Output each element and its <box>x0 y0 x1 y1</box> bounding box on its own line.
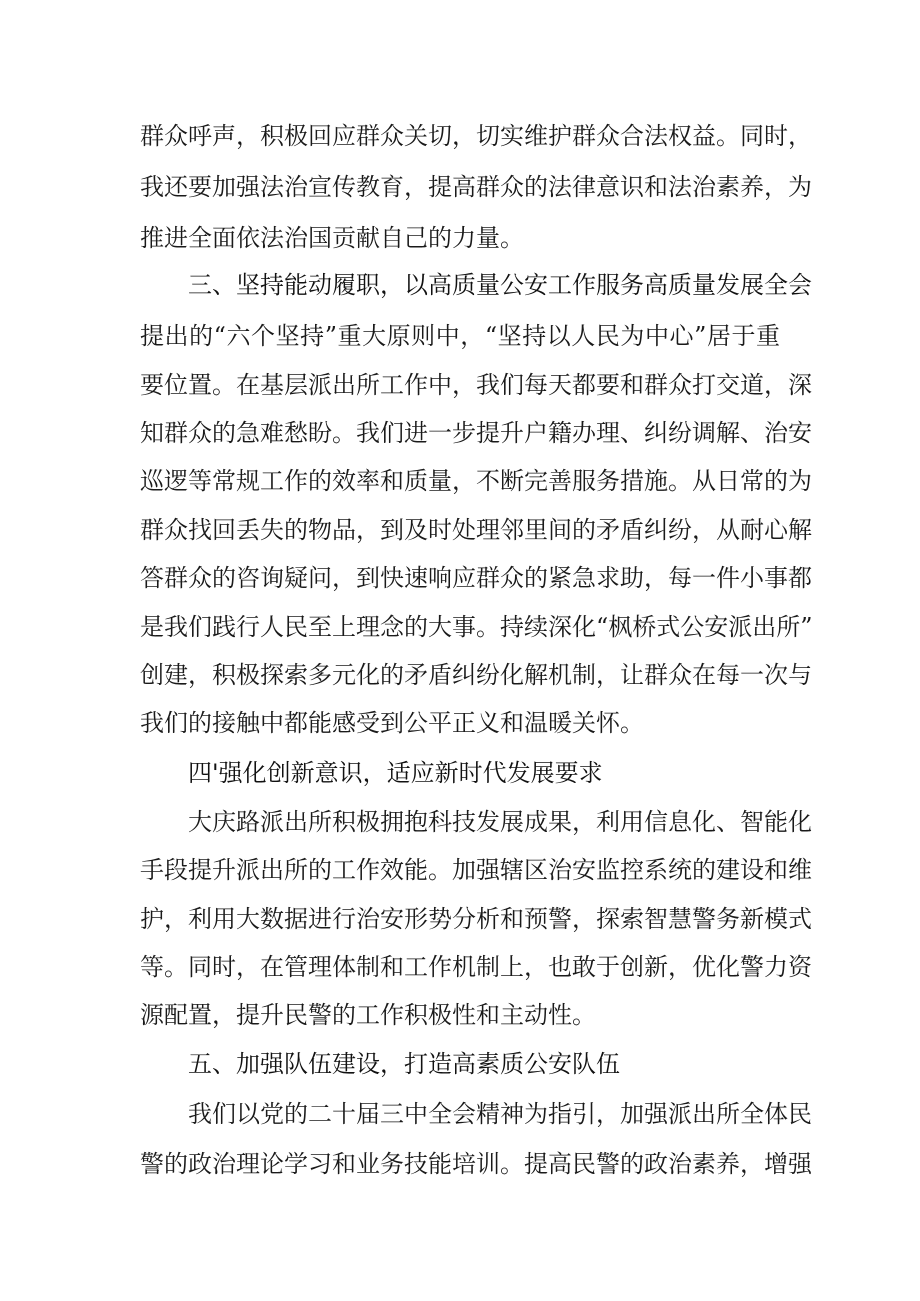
paragraph-line: 群众找回丢失的物品，到及时处理邻里间的矛盾纠纷，从耐心解 <box>140 516 812 544</box>
paragraph-line: 我还要加强法治宣传教育，提高群众的法律意识和法治素养，为 <box>140 173 812 201</box>
paragraph-line: 大庆路派出所积极拥抱科技发展成果，利用信息化、智能化 <box>188 808 812 836</box>
paragraph-line: 等。同时，在管理体制和工作机制上，也敢于创新，优化警力资 <box>140 953 812 981</box>
section-4-heading: 四'强化创新意识，适应新时代发展要求 <box>188 759 603 787</box>
paragraph-line: 创建，积极探索多元化的矛盾纠纷化解机制，让群众在每一次与 <box>140 661 812 689</box>
paragraph-line: 要位置。在基层派出所工作中，我们每天都要和群众打交道，深 <box>140 371 812 399</box>
paragraph-line: 群众呼声，积极回应群众关切，切实维护群众合法权益。同时， <box>140 122 812 150</box>
section-3-heading-tail: 全会 <box>764 271 812 299</box>
paragraph-line: 我们的接触中都能感受到公平正义和温暖关怀。 <box>140 709 644 737</box>
section-5-heading: 五、加强队伍建设，打造高素质公安队伍 <box>188 1050 620 1078</box>
paragraph-line: 推进全面依法治国贡献自己的力量。 <box>140 224 524 252</box>
section-3-heading-line <box>188 270 812 301</box>
paragraph-line: 护，利用大数据进行治安形势分析和预警，探索智慧警务新模式 <box>140 905 812 933</box>
paragraph-line: 提出的“六个坚持”重大原则中，“坚持以人民为中心”居于重 <box>140 322 780 350</box>
paragraph-line: 我们以党的二十届三中全会精神为指引，加强派出所全体民 <box>188 1100 812 1128</box>
section-3-heading: 三、坚持能动履职，以高质量公安工作服务高质量发展 <box>188 271 764 299</box>
paragraph-line: 是我们践行人民至上理念的大事。持续深化“枫桥式公安派出所” <box>140 613 813 641</box>
paragraph-line: 答群众的咨询疑问，到快速响应群众的紧急求助，每一件小事都 <box>140 564 812 592</box>
paragraph-line: 知群众的急难愁盼。我们进一步提升户籍办理、纠纷调解、治安 <box>140 419 812 447</box>
paragraph-line: 警的政治理论学习和业务技能培训。提高民警的政治素养，增强 <box>140 1150 812 1178</box>
paragraph-line: 巡逻等常规工作的效率和质量，不断完善服务措施。从日常的为 <box>140 467 812 495</box>
paragraph-line: 源配置，提升民警的工作积极性和主动性。 <box>140 1001 596 1029</box>
paragraph-line: 手段提升派出所的工作效能。加强辖区治安监控系统的建设和维 <box>140 856 812 884</box>
